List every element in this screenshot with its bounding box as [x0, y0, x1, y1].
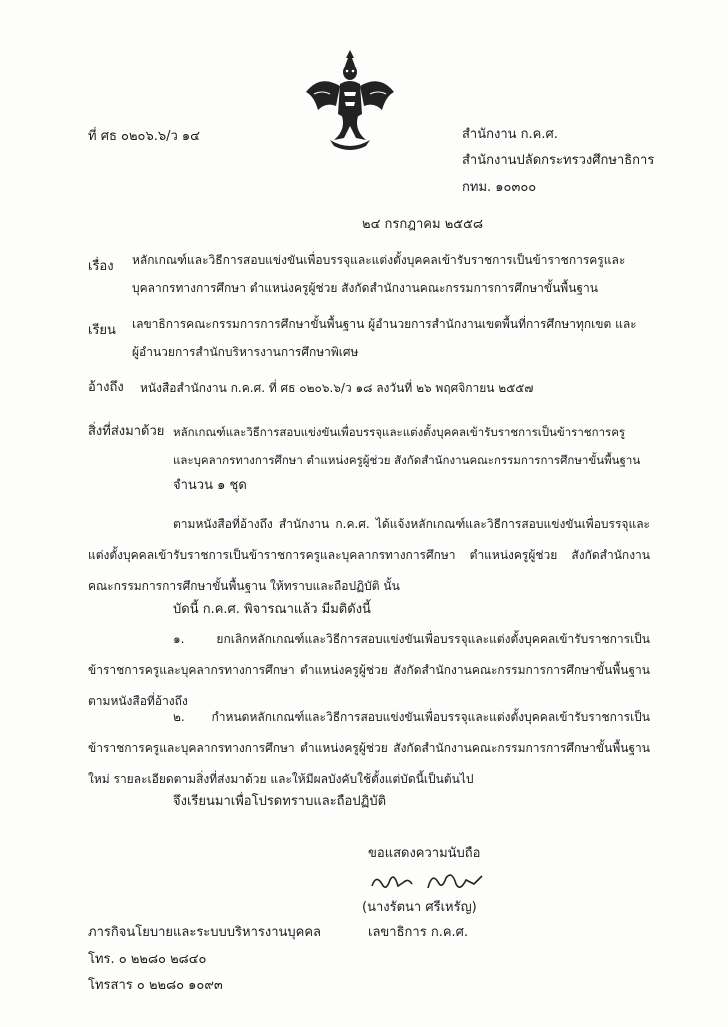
subject-label: เรื่อง [88, 259, 114, 274]
body-resolution-intro: บัดนี้ ก.ค.ศ. พิจารณาแล้ว มีมติดังนี้ [173, 602, 371, 617]
subject-line-2: บุคลากรทางการศึกษา ตำแหน่งครูผู้ช่วย สังกัดสำนักงานคณะกรรมการการศึกษาขั้นพื้นฐาน [132, 281, 598, 295]
handwritten-signature [368, 868, 488, 896]
resolution-item-1: ๑. ยกเลิกหลักเกณฑ์และวิธีการสอบแข่งขันเพื่อบรรจุและแต่งตั้งบุคคลเข้ารับราชการเป็นข้าราชการครูและบุคลากรทางการศึกษา ตำแหน่งครูผู้ช่วย สังกัดสำนักงานคณะกรรมการการศึกษาขั้นพื้นฐาน ตามหนังสือที่อ้างถึง [88, 632, 650, 708]
reference-text: หนังสือสำนักงาน ก.ค.ศ. ที่ ศธ ๐๒๐๖.๖/ว ๑๘ ลงวันที่ ๒๖ พฤศจิกายน ๒๕๕๗ [140, 381, 534, 395]
resolution-item-2: ๒. กำหนดหลักเกณฑ์และวิธีการสอบแข่งขันเพื่อบรรจุและแต่งตั้งบุคคลเข้ารับราชการเป็นข้าราชการครูและบุคลากรทางการศึกษา ตำแหน่งครูผู้ช่วย สังกัดสำนักงานคณะกรรมการการศึกษาขั้นพื้นฐาน ใหม่ รายละเอียดตามสิ่งที่ส่งมาด้วย และให้มีผลบังคับใช้ตั้งแต่บัดนี้เป็นต้นไป [88, 710, 650, 786]
office-line-3: กทม. ๑๐๓๐๐ [462, 180, 537, 195]
salutation: ขอแสดงความนับถือ [368, 846, 481, 861]
recipient-label: เรียน [88, 323, 116, 338]
recipient-line-1: เลขาธิการคณะกรรมการการศึกษาขั้นพื้นฐาน ผู้อำนวยการสำนักงานเขตพื้นที่การศึกษาทุกเขต และ [132, 317, 637, 331]
reference-label: อ้างถึง [88, 380, 124, 395]
signatory-name: (นางรัตนา ศรีเหรัญ) [362, 900, 477, 915]
signatory-position: เลขาธิการ ก.ค.ศ. [368, 925, 469, 940]
subject-line-1: หลักเกณฑ์และวิธีการสอบแข่งขันเพื่อบรรจุและแต่งตั้งบุคคลเข้ารับราชการเป็นข้าราชการครูและ [132, 253, 626, 267]
footer-department: ภารกิจนโยบายและระบบบริหารงานบุคคล [88, 925, 322, 940]
enclosure-line-2: และบุคลากรทางการศึกษา ตำแหน่งครูผู้ช่วย สังกัดสำนักงานคณะกรรมการการศึกษาขั้นพื้นฐาน [173, 453, 641, 467]
office-line-2: สำนักงานปลัดกระทรวงศึกษาธิการ [462, 153, 655, 168]
enclosure-line-1: หลักเกณฑ์และวิธีการสอบแข่งขันเพื่อบรรจุและแต่งตั้งบุคคลเข้ารับราชการเป็นข้าราชการครู [173, 425, 626, 439]
enclosure-line-3: จำนวน ๑ ชุด [173, 478, 247, 493]
garuda-emblem [300, 44, 400, 154]
document-date: ๒๔ กรกฎาคม ๒๕๕๘ [362, 217, 483, 232]
body-paragraph-1: ตามหนังสือที่อ้างถึง สำนักงาน ก.ค.ศ. ได้แจ้งหลักเกณฑ์และวิธีการสอบแข่งขันเพื่อบรรจุและแต่งตั้งบุคคลเข้ารับราชการเป็นข้าราชการครูและบุคลากรทางการศึกษา ตำแหน่งครูผู้ช่วย สังกัดสำนักงานคณะกรรมการการศึกษาขั้นพื้นฐาน ให้ทราบและถือปฏิบัติ นั้น [88, 517, 650, 593]
reference-number: ที่ ศธ ๐๒๐๖.๖/ว ๑๔ [88, 129, 200, 144]
closing-sentence: จึงเรียนมาเพื่อโปรดทราบและถือปฏิบัติ [173, 794, 387, 809]
footer-phone: โทร. ๐ ๒๒๘๐ ๒๘๔๐ [88, 952, 207, 967]
enclosure-label: สิ่งที่ส่งมาด้วย [88, 424, 165, 439]
office-line-1: สำนักงาน ก.ค.ศ. [462, 127, 558, 142]
recipient-line-2: ผู้อำนวยการสำนักบริหารงานการศึกษาพิเศษ [132, 345, 359, 359]
footer-fax: โทรสาร ๐ ๒๒๘๐ ๑๐๙๓ [88, 978, 223, 993]
